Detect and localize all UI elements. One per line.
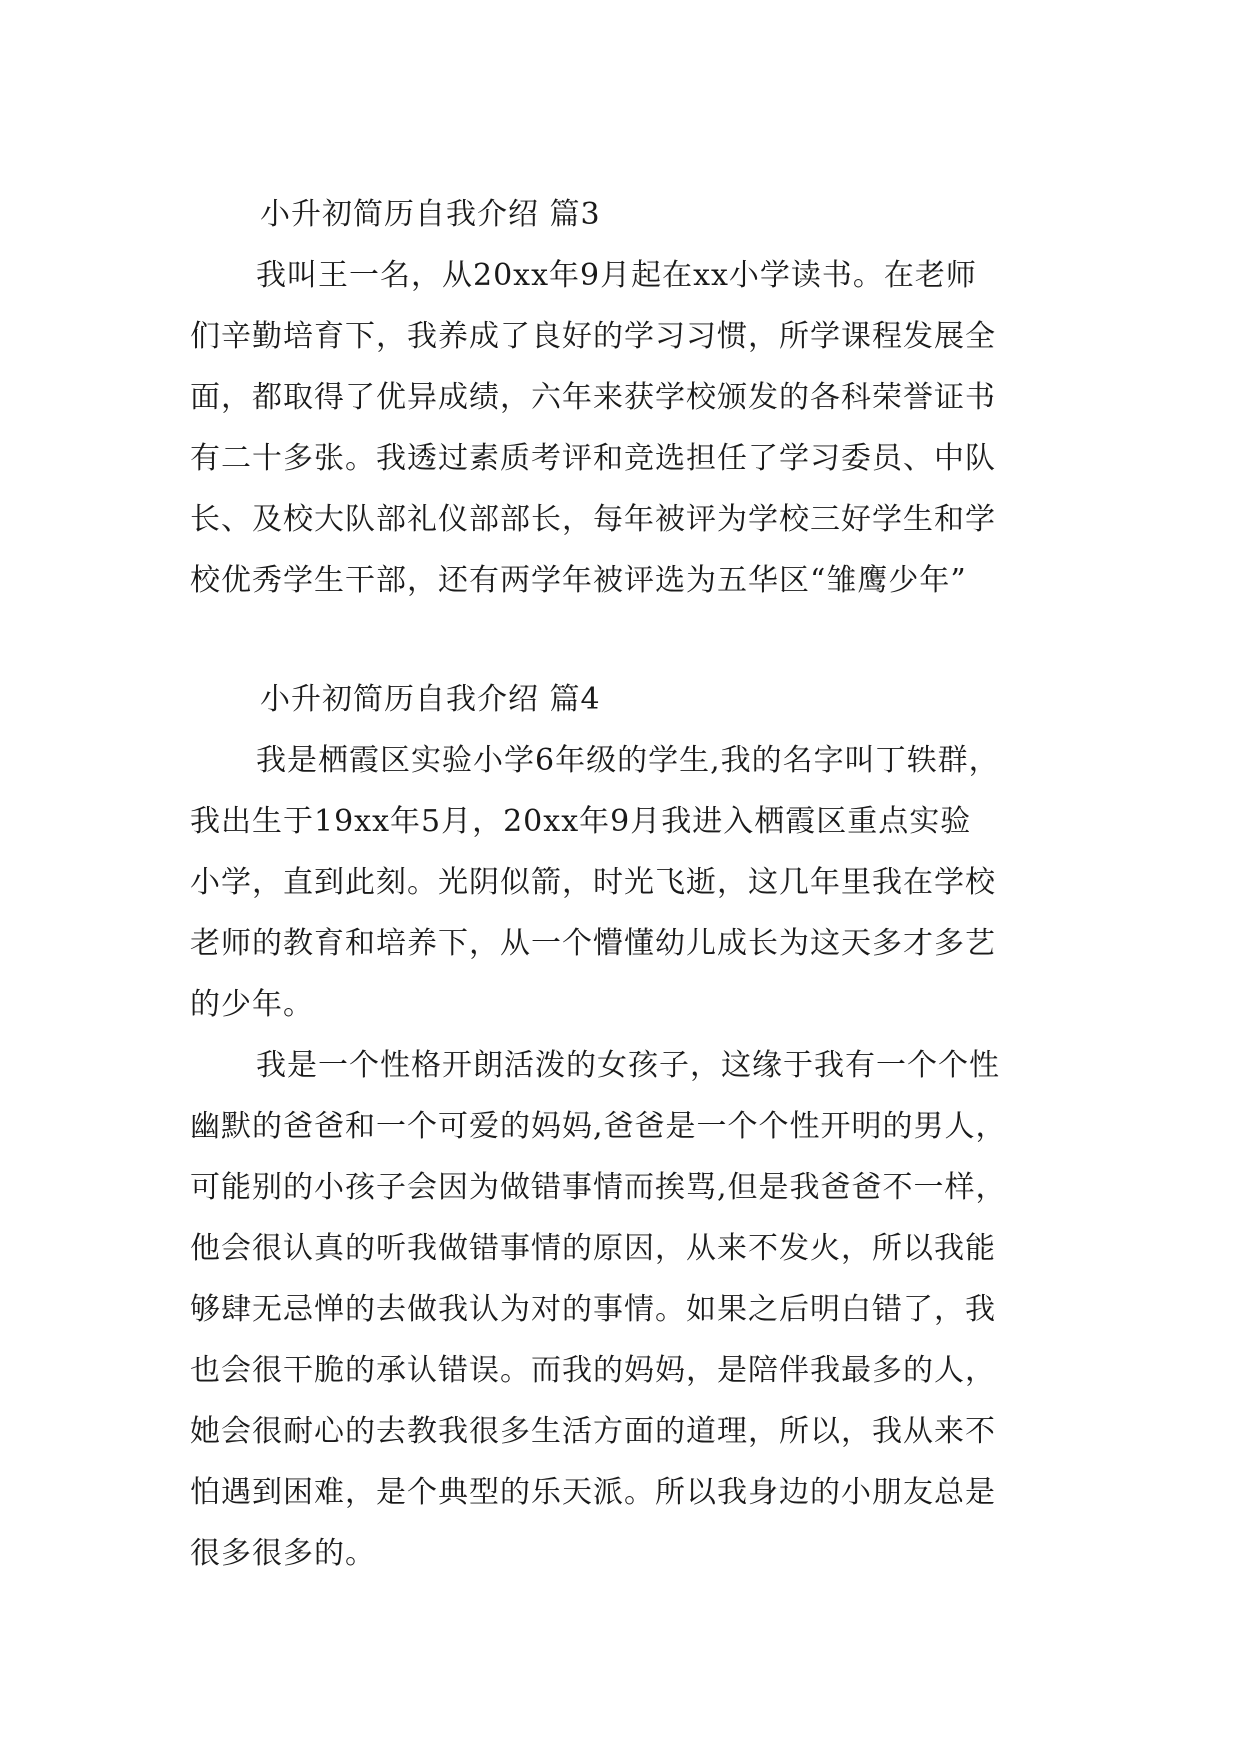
section-3 [190,184,1050,611]
paragraph-line: 小学，直到此刻。光阴似箭，时光飞逝，这几年里我在学校 [190,865,996,900]
paragraph-line: 幽默的爸爸和一个可爱的妈妈,爸爸是一个个性开明的男人， [190,1109,1007,1144]
section-3-heading: 小升初简历自我介绍 篇3 [260,197,601,232]
paragraph-line: 有二十多张。我透过素质考评和竞选担任了学习委员、中队 [190,441,996,476]
paragraph-line: 也会很干脆的承认错误。而我的妈妈，是陪伴我最多的人， [190,1353,996,1388]
paragraph-line: 的少年。 [190,987,314,1022]
paragraph-line: 我是一个性格开朗活泼的女孩子，这缘于我有一个个性 [256,1048,1000,1083]
paragraph-line: 可能别的小孩子会因为做错事情而挨骂,但是我爸爸不一样， [190,1170,1007,1205]
paragraph-line: 们辛勤培育下，我养成了良好的学习习惯，所学课程发展全 [190,319,996,354]
paragraph-line: 她会很耐心的去教我很多生活方面的道理，所以，我从来不 [190,1414,996,1449]
paragraph-line: 面，都取得了优异成绩，六年来获学校颁发的各科荣誉证书 [190,380,996,415]
paragraph-line: 我出生于19xx年5月，20xx年9月我进入栖霞区重点实验 [190,804,972,839]
paragraph-line: 很多很多的。 [190,1536,376,1571]
section-4 [190,669,1050,1584]
paragraph-line: 我叫王一名，从20xx年9月起在xx小学读书。在老师 [256,258,977,293]
paragraph-line: 校优秀学生干部，还有两学年被评选为五华区“雏鹰少年” [190,563,967,598]
section-4-heading: 小升初简历自我介绍 篇4 [260,682,601,717]
paragraph-line: 他会很认真的听我做错事情的原因，从来不发火，所以我能 [190,1231,996,1266]
paragraph-line: 怕遇到困难，是个典型的乐天派。所以我身边的小朋友总是 [190,1475,996,1510]
paragraph-line: 我是栖霞区实验小学6年级的学生,我的名字叫丁轶群， [256,743,1000,778]
paragraph-line: 够肆无忌惮的去做我认为对的事情。如果之后明白错了，我 [190,1292,996,1327]
paragraph-line: 老师的教育和培养下，从一个懵懂幼儿成长为这天多才多艺 [190,926,996,961]
paragraph-line: 长、及校大队部礼仪部部长，每年被评为学校三好学生和学 [190,502,996,537]
